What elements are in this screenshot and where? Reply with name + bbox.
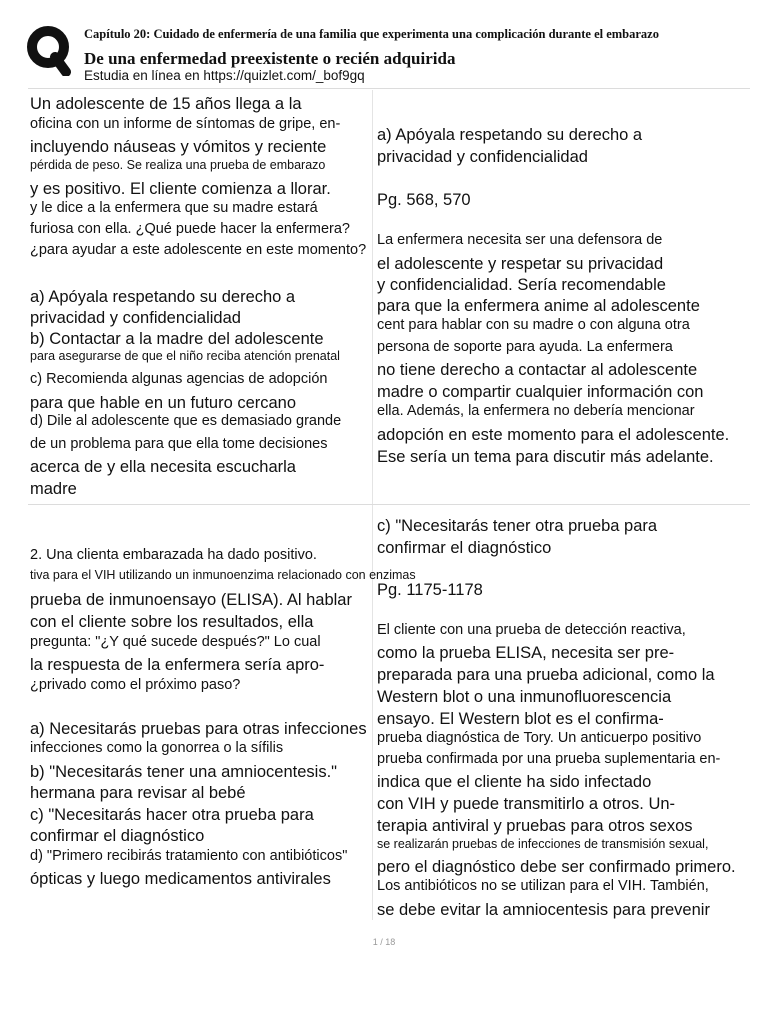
question-line: 2. Una clienta embarazada ha dado positivo. — [30, 547, 317, 563]
question-line: con el cliente sobre los resultados, ella — [30, 613, 314, 631]
answer-line: ensayo. El Western blot es el confirma- — [377, 710, 664, 728]
quizlet-logo-icon — [26, 24, 74, 76]
answer-line: terapia antiviral y pruebas para otros sexos — [377, 817, 693, 835]
answer-line: se debe evitar la amniocentesis para prevenir — [377, 901, 710, 919]
option-line: madre — [30, 480, 77, 498]
answer-reference: Pg. 568, 570 — [377, 191, 471, 209]
option-line: b) "Necesitarás tener una amniocentesis." — [30, 763, 338, 781]
answer-line: confirmar el diagnóstico — [377, 539, 552, 557]
study-link[interactable]: Estudia en línea en https://quizlet.com/_bof9gq — [84, 68, 365, 83]
option-line: d) Dile al adolescente que es demasiado grande — [30, 413, 342, 429]
answer-line: se realizarán pruebas de infecciones de transmisión sexual, — [377, 837, 709, 851]
answer-line: c) "Necesitarás tener otra prueba para — [377, 517, 658, 535]
answer-line: prueba diagnóstica de Tory. Un anticuerpo positivo — [377, 730, 702, 746]
page-number: 1 / 18 — [372, 937, 396, 947]
option-line: c) Recomienda algunas agencias de adopción — [30, 371, 328, 387]
answer-line: privacidad y confidencialidad — [377, 148, 588, 166]
answer-line: como la prueba ELISA, necesita ser pre- — [377, 644, 675, 662]
option-line: confirmar el diagnóstico — [30, 827, 205, 845]
document-title: De una enfermedad preexistente o recién adquirida — [84, 49, 456, 68]
answer-line: el adolescente y respetar su privacidad — [377, 255, 664, 273]
answer-line: prueba confirmada por una prueba suplementaria en- — [377, 751, 721, 767]
option-line: infecciones como la gonorrea o la sífilis — [30, 740, 284, 756]
question-line: y le dice a la enfermera que su madre estará — [30, 200, 318, 216]
answer-reference: Pg. 1175-1178 — [377, 581, 483, 599]
question-line: pregunta: "¿Y qué sucede después?" Lo cual — [30, 634, 321, 650]
document-header — [0, 0, 768, 90]
question-line: incluyendo náuseas y vómitos y reciente — [30, 138, 327, 156]
answer-line: adopción en este momento para el adolescente. — [377, 426, 730, 444]
answer-line: cent para hablar con su madre o con alguna otra — [377, 317, 690, 333]
answer-line: ella. Además, la enfermera no debería mencionar — [377, 403, 695, 419]
answer-line: Los antibióticos no se utilizan para el VIH. También, — [377, 878, 709, 894]
option-line: de un problema para que ella tome decisiones — [30, 436, 328, 452]
question-line: tiva para el VIH utilizando un inmunoenzima relacionado con enzimas — [30, 568, 416, 582]
answer-line: indica que el cliente ha sido infectado — [377, 773, 652, 791]
option-line: acerca de y ella necesita escucharla — [30, 458, 296, 476]
option-line: c) "Necesitarás hacer otra prueba para — [30, 806, 314, 824]
answer-line: preparada para una prueba adicional, como la — [377, 666, 715, 684]
header-divider — [28, 88, 750, 89]
question-line: prueba de inmunoensayo (ELISA). Al hablar — [30, 591, 352, 609]
answer-line: con VIH y puede transmitirlo a otros. Un- — [377, 795, 676, 813]
question-line: furiosa con ella. ¿Qué puede hacer la enfermera? — [30, 221, 350, 237]
question-line: pérdida de peso. Se realiza una prueba de embarazo — [30, 158, 326, 172]
answer-line: persona de soporte para ayuda. La enfermera — [377, 339, 673, 355]
option-line: a) Apóyala respetando su derecho a — [30, 288, 296, 306]
question-line: oficina con un informe de síntomas de gripe, en- — [30, 116, 341, 132]
question-line: ¿para ayudar a este adolescente en este momento? — [30, 242, 367, 258]
option-line: b) Contactar a la madre del adolescente — [30, 330, 324, 348]
question-line: y es positivo. El cliente comienza a llorar. — [30, 180, 331, 198]
answer-line: madre o compartir cualquier información con — [377, 383, 704, 401]
option-line: para que hable en un futuro cercano — [30, 394, 297, 412]
answer-line: Ese sería un tema para discutir más adelante. — [377, 448, 714, 466]
answer-line: para que la enfermera anime al adolescente — [377, 297, 700, 315]
answer-line: no tiene derecho a contactar al adolescente — [377, 361, 698, 379]
option-line: d) "Primero recibirás tratamiento con antibióticos" — [30, 848, 348, 864]
question-line: ¿privado como el próximo paso? — [30, 677, 241, 693]
option-line: a) Necesitarás pruebas para otras infecciones — [30, 720, 367, 738]
option-line: para asegurarse de que el niño reciba atención prenatal — [30, 349, 340, 363]
chapter-heading: Capítulo 20: Cuidado de enfermería de una familia que experimenta una complicación durante el embarazo — [84, 27, 659, 41]
answer-line: Western blot o una inmunofluorescencia — [377, 688, 672, 706]
answer-line: y confidencialidad. Sería recomendable — [377, 276, 666, 294]
column-divider — [372, 90, 373, 920]
answer-line: La enfermera necesita ser una defensora de — [377, 232, 663, 248]
answer-line: pero el diagnóstico debe ser confirmado primero. — [377, 858, 736, 876]
option-line: ópticas y luego medicamentos antivirales — [30, 870, 331, 888]
option-line: privacidad y confidencialidad — [30, 309, 241, 327]
question-line: la respuesta de la enfermera sería apro- — [30, 656, 325, 674]
question-line: Un adolescente de 15 años llega a la — [30, 95, 302, 113]
answer-line: El cliente con una prueba de detección reactiva, — [377, 622, 686, 638]
card-divider — [28, 504, 750, 505]
option-line: hermana para revisar al bebé — [30, 784, 246, 802]
answer-line: a) Apóyala respetando su derecho a — [377, 126, 643, 144]
